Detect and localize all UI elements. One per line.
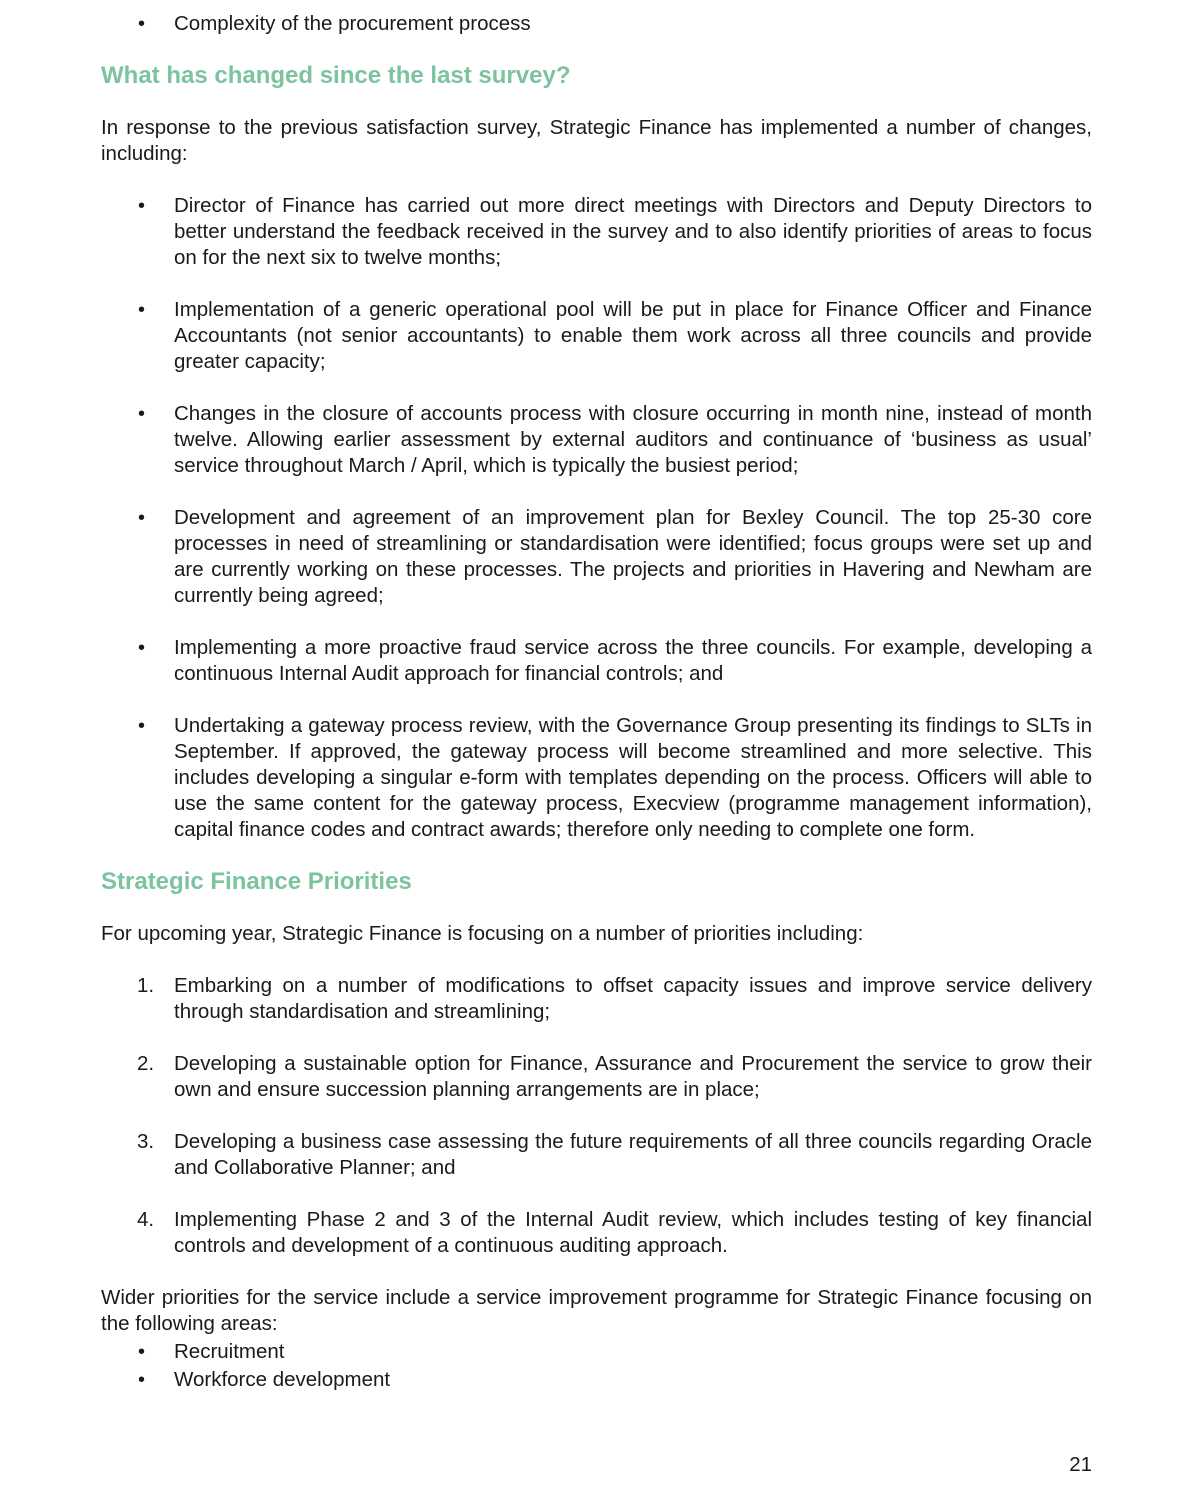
list-item: 3. Developing a business case assessing the future requirements of all three councils regarding Oracle and Collaborative Planner; and	[137, 1130, 1092, 1179]
bullet-icon: •	[138, 637, 146, 659]
priorities-intro: For upcoming year, Strategic Finance is focusing on a number of priorities including:	[101, 922, 864, 945]
list-item: • Implementing a more proactive fraud service across the three councils. For example, developing a continuous Internal Audit approach for financial controls; and	[138, 636, 1092, 685]
top-bullet-list	[101, 11, 1092, 37]
document-page	[101, 0, 1092, 1393]
list-number: 1.	[137, 974, 155, 997]
changes-bullet-list	[101, 193, 1092, 843]
bullet-icon: •	[138, 715, 146, 737]
priorities-numbered-list	[101, 973, 1092, 1259]
list-item: • Complexity of the procurement process	[138, 12, 531, 35]
list-item: • Undertaking a gateway process review, with the Governance Group presenting its findings to SLTs in September. If approved, the gateway process will become streamlined and more selective. This includes developing a singular e-form with templates depending on the process. Officers will able to use the same content for the gateway process, Execview (programme management information), capital finance codes and contract awards; therefore only needing to complete one form.	[138, 714, 1092, 841]
bullet-icon: •	[138, 1369, 146, 1391]
bullet-icon: •	[138, 299, 146, 321]
list-number: 3.	[137, 1130, 155, 1153]
section-heading-changes: What has changed since the last survey?	[101, 62, 571, 89]
section-heading-priorities: Strategic Finance Priorities	[101, 868, 412, 895]
bullet-icon: •	[138, 507, 146, 529]
list-item: 4. Implementing Phase 2 and 3 of the Internal Audit review, which includes testing of key financial controls and development of a continuous auditing approach.	[137, 1208, 1092, 1257]
bullet-icon: •	[138, 1341, 146, 1363]
list-number: 2.	[137, 1052, 155, 1075]
bullet-icon: •	[138, 403, 146, 425]
list-item: • Development and agreement of an improvement plan for Bexley Council. The top 25-30 core processes in need of streamlining or standardisation were identified; focus groups were set up and are currently working on these processes. The projects and priorities in Havering and Newham are currently being agreed;	[138, 506, 1092, 607]
list-item: 2. Developing a sustainable option for Finance, Assurance and Procurement the service to grow their own and ensure succession planning arrangements are in place;	[137, 1052, 1092, 1101]
wider-bullet-list	[101, 1339, 1092, 1393]
list-item: • Recruitment	[138, 1340, 285, 1363]
wider-priorities-paragraph: Wider priorities for the service include a service improvement programme for Strategic Finance focusing on the following areas:	[101, 1286, 1092, 1335]
page-number: 21	[1069, 1453, 1092, 1476]
changes-intro: In response to the previous satisfaction survey, Strategic Finance has implemented a number of changes, including:	[101, 116, 1092, 165]
list-item: • Workforce development	[138, 1368, 391, 1391]
bullet-icon: •	[138, 13, 146, 35]
list-number: 4.	[137, 1208, 155, 1231]
list-item: • Changes in the closure of accounts process with closure occurring in month nine, instead of month twelve. Allowing earlier assessment by external auditors and continuance of ‘business as usual’ service throughout March / April, which is typically the busiest period;	[138, 402, 1092, 477]
bullet-icon: •	[138, 195, 146, 217]
list-item: • Implementation of a generic operational pool will be put in place for Finance Officer and Finance Accountants (not senior accountants) to enable them work across all three councils and provide greater capacity;	[138, 298, 1092, 373]
list-item: 1. Embarking on a number of modifications to offset capacity issues and improve service delivery through standardisation and streamlining;	[137, 974, 1092, 1023]
list-item: • Director of Finance has carried out more direct meetings with Directors and Deputy Directors to better understand the feedback received in the survey and to also identify priorities of areas to focus on for the next six to twelve months;	[138, 194, 1092, 269]
